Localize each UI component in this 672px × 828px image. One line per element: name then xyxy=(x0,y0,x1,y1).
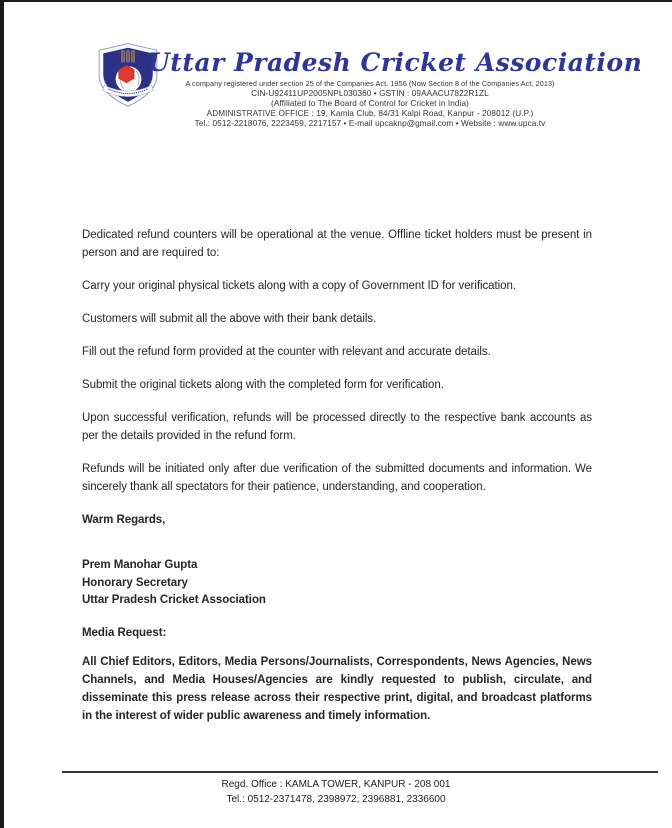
body-paragraph: Dedicated refund counters will be operational at the venue. Offline ticket holders must be present in person and are required to: xyxy=(82,229,592,259)
signatory-name: Prem Manohar Gupta xyxy=(82,559,198,571)
contact-line: Tel.: 0512-2218076, 2223459, 2217157 • E-mail upcaknp@gmail.com • Website : www.upca.tv xyxy=(194,119,546,128)
body-paragraph: Refunds will be initiated only after due verification of the submitted documents and information. We sincerely thank all spectators for their patience, understanding, and cooperation. xyxy=(82,463,592,493)
signoff: Warm Regards, xyxy=(82,514,166,526)
media-request-paragraph: All Chief Editors, Editors, Media Persons/Journalists, Correspondents, News Agencies, News Channels, and Media Houses/Agencies are kindly requested to publish, circulate, and disseminate this press release across their respective print, digital, and broadcast platforms in the interest of wider public awareness and timely information. xyxy=(82,655,592,722)
footer-tel: Tel.: 0512-2371478, 2398972, 2396881, 2336600 xyxy=(226,794,446,805)
registration-line: A company registered under section 25 of the Companies Act. 1956 (Now Section 8 of the Companies Act, 2013) xyxy=(185,79,555,88)
body-paragraph: Submit the original tickets along with the completed form for verification. xyxy=(82,379,444,391)
body-paragraph: Carry your original physical tickets along with a copy of Government ID for verification. xyxy=(82,280,517,292)
signatory-title: Honorary Secretary xyxy=(82,576,188,589)
cin-gstin-line: CIN-U92411UP2005NPL030360 • GSTIN : 09AAACU7822R1ZL xyxy=(251,89,489,98)
body-paragraph: Customers will submit all the above with their bank details. xyxy=(82,313,377,325)
media-request-heading: Media Request: xyxy=(82,626,167,639)
signatory-organization: Uttar Pradesh Cricket Association xyxy=(82,594,266,606)
signature-block xyxy=(82,557,592,610)
office-address-line: ADMINISTRATIVE OFFICE : 19, Kamla Club, 84/31 Kalpi Road, Kanpur - 208012 (U.P.) xyxy=(206,109,534,118)
letter-body xyxy=(82,226,592,740)
scan-edge-top xyxy=(0,0,672,2)
footer-divider xyxy=(62,771,658,773)
body-paragraph: Fill out the refund form provided at the counter with relevant and accurate details. xyxy=(82,346,491,358)
affiliation-line: (Affiliated to The Board of Control for Cricket in India) xyxy=(271,99,469,108)
footer-regd-office: Regd. Office : KAMLA TOWER, KANPUR - 208 001 xyxy=(221,779,451,790)
org-title: Uttar Pradesh Cricket Association xyxy=(148,48,643,77)
footer xyxy=(82,777,590,807)
body-paragraph: Upon successful verification, refunds will be processed directly to the respective bank accounts as per the details provided in the refund form. xyxy=(82,412,592,442)
letterhead xyxy=(148,46,643,129)
scan-edge-left xyxy=(0,0,4,828)
